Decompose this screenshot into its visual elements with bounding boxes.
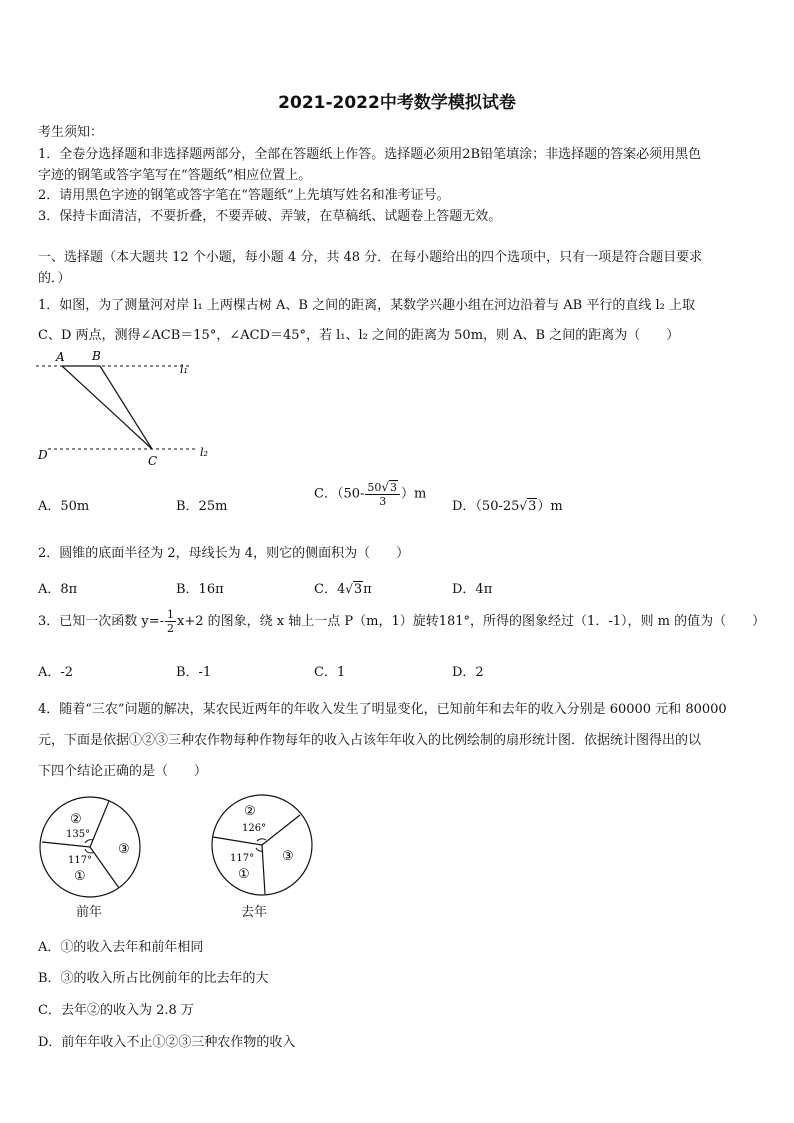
q4-option-d: D．前年年收入不止①②③三种农作物的收入 [38, 1035, 296, 1050]
q3-fraction-num: 1 [167, 608, 175, 621]
q3-fraction [165, 609, 176, 634]
q2-option-b: B．16π [176, 582, 224, 597]
q3-option-c: C．1 [314, 665, 346, 680]
q1-option-c-num-coef: 50 [367, 481, 382, 494]
question-4-text-cont: 元，下面是依据①②③三种农作物每种作物每年的收入占该年年收入的比例绘制的扇形统计图．依据统计图得出的以 [38, 733, 702, 748]
slice-1-label: ① [238, 867, 250, 882]
q3-option-a: A．-2 [38, 665, 74, 680]
q1-option-c-prefix: C．（50- [314, 486, 365, 502]
q4-option-b: B．③的收入所占比例前年的比去年的大 [38, 971, 269, 986]
question-4-text: 4．随着“三农”问题的解决，某农民近两年的年收入发生了明显变化，已知前年和去年的收入分别是 60000 元和 80000 [38, 702, 727, 717]
point-c-label: C [148, 454, 158, 468]
q1-option-c-suffix: ）m [401, 486, 427, 502]
q3-option-b: B．-1 [176, 665, 212, 680]
line-l1-label: l₁ [180, 363, 188, 376]
question-1-text: 1．如图，为了测量河对岸 l₁ 上两棵古树 A、B 之间的距离，某数学兴趣小组在河边沿着与 AB 平行的直线 l₂ 上取 [38, 298, 695, 313]
q3-fraction-den: 2 [167, 622, 175, 635]
section-heading: 一、选择题（本大题共 12 个小题，每小题 4 分，共 48 分．在每小题给出的四个选项中，只有一项是符合题目要求 [38, 250, 703, 265]
q1-option-d-prefix: D．（50-25 [452, 499, 520, 514]
notice-item-3: 3．保持卡面清洁，不要折叠，不要弄破、弄皱，在草稿纸、试题卷上答题无效。 [38, 209, 502, 224]
notice-item-1: 1．全卷分选择题和非选择题两部分，全部在答题纸上作答。选择题必须用2B铅笔填涂；非选择题的答案必须用黑色 [38, 147, 702, 162]
question-1-figure [30, 346, 220, 471]
q1-option-c-fraction: $\frac{50√3}{3}$ [365, 481, 400, 507]
line-l2-label: l₂ [200, 446, 208, 459]
slice-3-label: ③ [282, 849, 294, 864]
q1-option-c [314, 481, 426, 507]
q1-option-c-denominator: 3 [379, 495, 387, 508]
q4-option-c: C．去年②的收入为 2.8 万 [38, 1003, 194, 1018]
slice-1-label: ① [74, 869, 86, 884]
q2-option-d: D．4π [452, 582, 493, 597]
q3-option-d: D．2 [452, 665, 484, 680]
slice-3-label: ③ [118, 842, 130, 857]
q1-option-c-num-radicand: 3 [390, 481, 398, 494]
q4-option-a: A．①的收入去年和前年相同 [38, 940, 204, 955]
q1-option-b: B．25m [176, 499, 228, 514]
q2-option-c: C．4√3π [314, 582, 372, 597]
slice-2-label: ② [70, 812, 82, 827]
q2-option-c-radicand: 3 [353, 582, 363, 597]
pie-chart-last-year [208, 793, 318, 898]
point-a-label: A [56, 350, 65, 364]
q1-option-d: D．（50-25√3）m [452, 499, 563, 514]
pie-chart-previous-year [36, 795, 146, 900]
q1-option-d-suffix: ）m [537, 499, 563, 514]
question-3-text [38, 609, 765, 634]
notice-heading: 考生须知： [38, 125, 104, 140]
angle-126-label: 126° [242, 823, 267, 834]
q3-prefix: 3．已知一次函数 y=- [38, 614, 165, 629]
notice-item-2: 2．请用黑色字迹的钢笔或答字笔在“答题纸”上先填写姓名和准考证号。 [38, 188, 450, 203]
q1-option-a: A．50m [38, 499, 90, 514]
question-1-text-cont: C、D 两点，测得∠ACB＝15°，∠ACD＝45°，若 l₁、l₂ 之间的距离为 50m，则 A、B 之间的距离为（ ） [38, 328, 680, 343]
q2-option-c-prefix: C．4 [314, 582, 346, 597]
slice-2-label: ② [244, 804, 256, 819]
q1-option-d-radicand: 3 [528, 499, 537, 514]
section-heading-cont: 的．） [38, 271, 71, 286]
angle-117-label: 117° [68, 855, 93, 866]
question-4-text-cont-2: 下四个结论正确的是（ ） [38, 764, 208, 779]
q2-option-c-suffix: π [363, 582, 372, 597]
pie-label-last-year: 去年 [241, 905, 268, 920]
q3-suffix: x+2 的图象，绕 x 轴上一点 P（m，1）旋转181°，所得的图象经过（1．-1），则 m 的值为（ ） [177, 614, 766, 629]
page-title: 2021-2022中考数学模拟试卷 [278, 93, 516, 113]
question-2-text: 2．圆锥的底面半径为 2，母线长为 4，则它的侧面积为（ ） [38, 546, 410, 561]
pie-label-previous-year: 前年 [76, 905, 103, 920]
q2-option-a: A．8π [38, 582, 78, 597]
angle-135-label: 135° [66, 829, 91, 840]
notice-item-1-cont: 字迹的钢笔或答字笔写在“答题纸”相应位置上。 [38, 168, 312, 183]
point-b-label: B [92, 349, 101, 363]
angle-117-label: 117° [230, 853, 255, 864]
point-d-label: D [38, 448, 48, 462]
